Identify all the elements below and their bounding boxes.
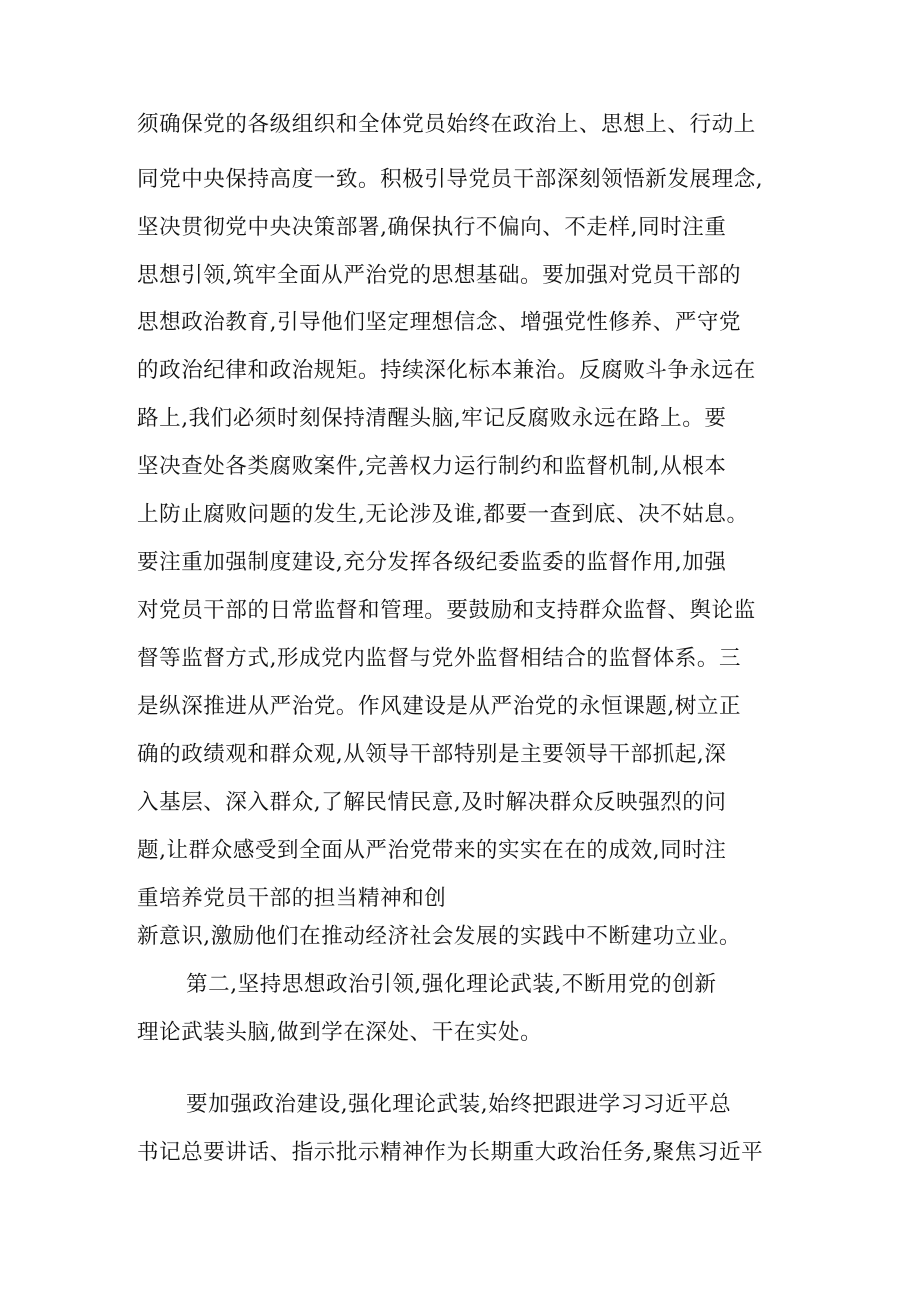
text-line: 同党中央保持高度一致。积极引导党员干部深刻领悟新发展理念, <box>137 167 764 192</box>
text-line: 书记总要讲话、指示批示精神作为长期重大政治任务,聚焦习近平 <box>137 1140 764 1165</box>
text-line: 要注重加强制度建设,充分发挥各级纪委监委的监督作用,加强 <box>137 550 727 575</box>
text-line: 的政治纪律和政治规矩。持续深化标本兼治。反腐败斗争永远在 <box>137 358 756 383</box>
text-line: 新意识,激励他们在推动经济社会发展的实践中不断建功立业。 <box>137 924 742 949</box>
text-line: 入基层、深入群众,了解民情民意,及时解决群众反映强烈的问 <box>137 790 727 815</box>
text-line: 路上,我们必须时刻保持清醒头脑,牢记反腐败永远在路上。要 <box>137 406 727 431</box>
text-line: 是纵深推进从严治党。作风建设是从严治党的永恒课题,树立正 <box>137 694 742 719</box>
text-line: 要加强政治建设,强化理论武装,始终把跟进学习习近平总 <box>186 1092 732 1117</box>
text-line: 题,让群众感受到全面从严治党带来的实实在在的成效,同时注 <box>137 838 727 863</box>
text-line: 坚决查处各类腐败案件,完善权力运行制约和监督机制,从根本 <box>137 454 727 479</box>
text-line: 确的政绩观和群众观,从领导干部特别是主要领导干部抓起,深 <box>137 742 727 767</box>
text-line: 思想引领,筑牢全面从严治党的思想基础。要加强对党员干部的 <box>137 263 742 288</box>
text-line: 重培养党员干部的担当精神和创 <box>137 886 447 911</box>
paragraph-heading-line: 第二,坚持思想政治引领,强化理论武装,不断用党的创新 <box>186 972 717 997</box>
text-line: 督等监督方式,形成党内监督与党外监督相结合的监督体系。三 <box>137 646 742 671</box>
text-line: 思想政治教育,引导他们坚定理想信念、增强党性修养、严守党 <box>137 310 742 335</box>
text-line: 上防止腐败问题的发生,无论涉及谁,都要一查到底、决不姑息。 <box>137 502 749 527</box>
paragraph-heading-line: 理论武装头脑,做到学在深处、干在实处。 <box>137 1020 543 1045</box>
text-line: 坚决贯彻党中央决策部署,确保执行不偏向、不走样,同时注重 <box>137 215 727 240</box>
text-line: 对党员干部的日常监督和管理。要鼓励和支持群众监督、舆论监 <box>137 598 756 623</box>
text-line: 须确保党的各级组织和全体党员始终在政治上、思想上、行动上 <box>137 112 756 137</box>
